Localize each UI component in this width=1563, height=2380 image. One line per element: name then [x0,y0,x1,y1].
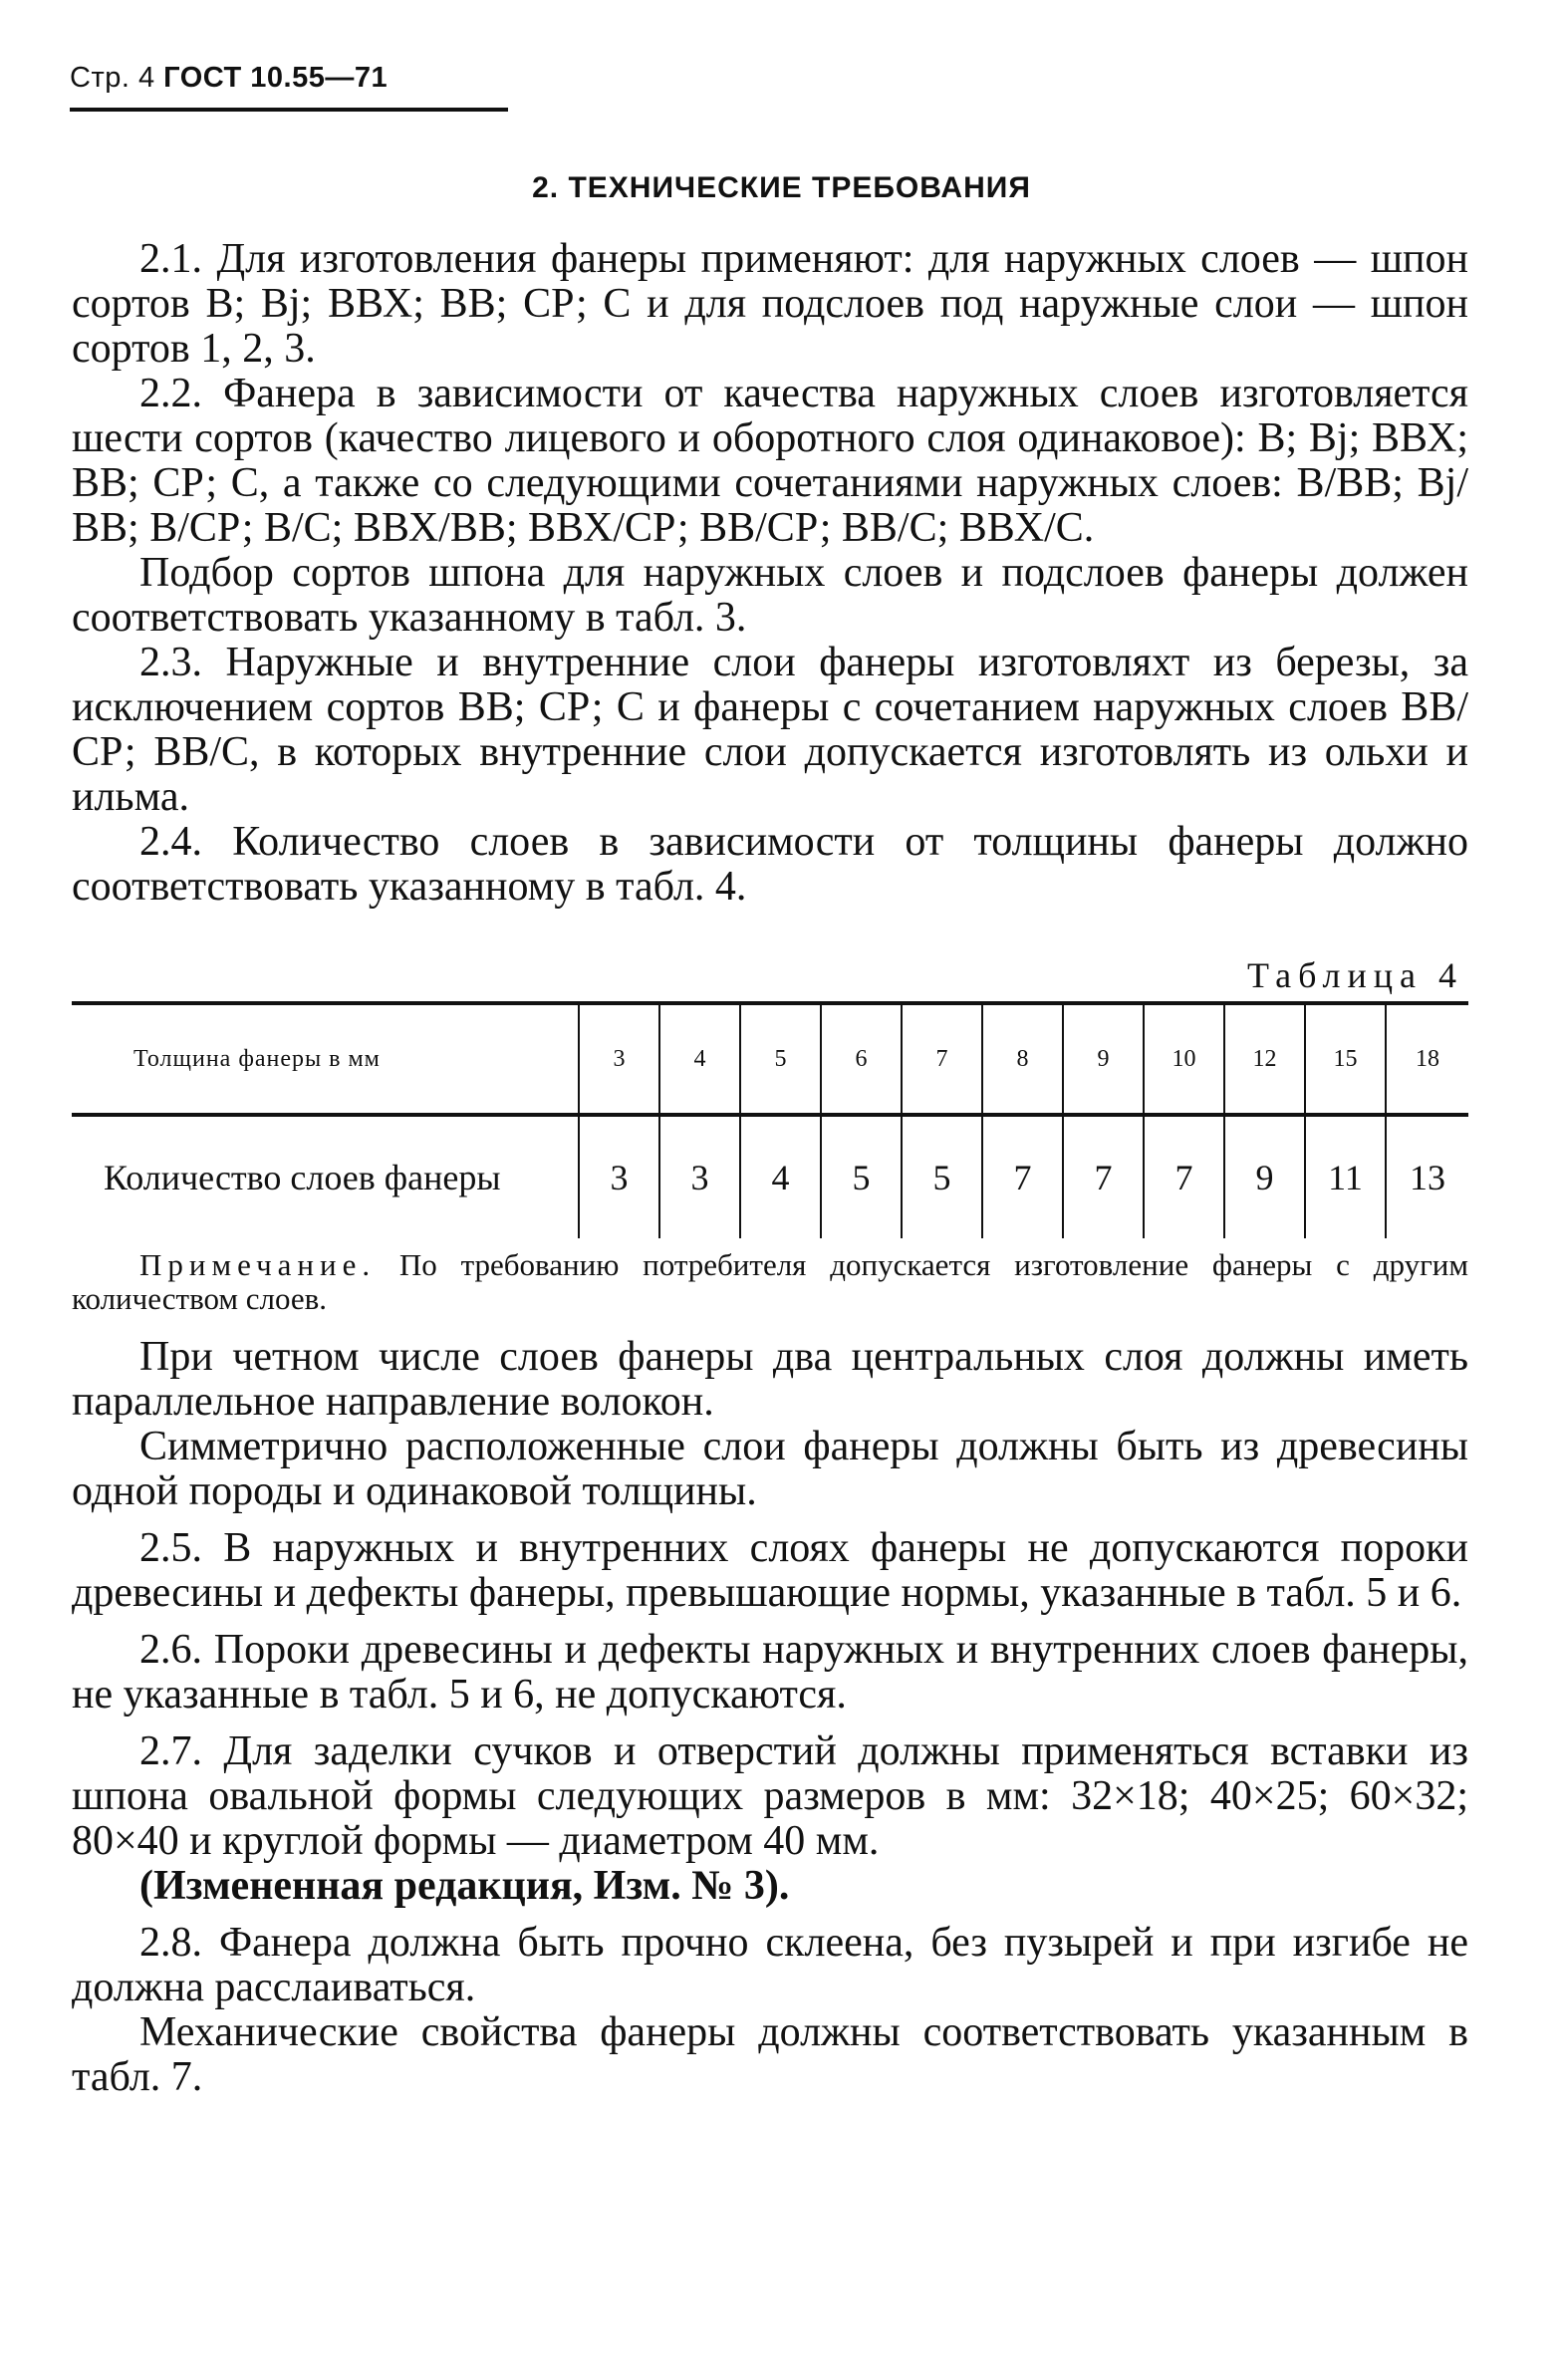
layers-cell: 5 [902,1115,982,1238]
thickness-cell: 18 [1386,1003,1468,1115]
note-text: По требованию потребителя допускается изготовление фанеры с другим количеством слоев. [72,1247,1469,1316]
paragraph-symmetric: Симметрично расположенные слои фанеры должны быть из древесины одной породы и одинаковой толщины. [72,1424,1468,1514]
thickness-cell: 7 [902,1003,982,1115]
table-4 [72,1001,1468,1238]
layers-cell: 3 [659,1115,740,1238]
header-rule [70,108,508,112]
thickness-cell: 9 [1063,1003,1144,1115]
table-note [72,1248,1468,1316]
thickness-cell: 6 [821,1003,902,1115]
layers-cell: 5 [821,1115,902,1238]
paragraph-2-1: 2.1. Для изготовления фанеры применяют: для наружных слоев — шпон сортов В; Вj; ВВХ; ВВ; СР; С и для подслоев под наружные слои — шпон сортов 1, 2, 3. [72,236,1468,372]
section-title: 2. ТЕХНИЧЕСКИЕ ТРЕБОВАНИЯ [532,171,1031,204]
table-row-thickness [72,1003,1468,1115]
row-label-layers: Количество слоев фанеры [104,1158,501,1197]
thickness-cell: 5 [740,1003,821,1115]
layers-cell: 13 [1386,1115,1468,1238]
thickness-cell: 12 [1224,1003,1305,1115]
table-row-layers [72,1115,1468,1238]
standard-number: ГОСТ 10.55—71 [163,62,389,94]
page-header [70,62,388,95]
paragraph-2-3: 2.3. Наружные и внутренние слои фанеры изготовляхт из березы, за исключением сортов ВВ; СР; С и фанеры с сочетанием наружных слоев ВВ/СР; ВВ/С, в которых внутренние слои допускается изготовлять из ольхи и ильма. [72,640,1468,820]
paragraph-selection: Подбор сортов шпона для наружных слоев и подслоев фанеры должен соответствовать указанному в табл. 3. [72,550,1468,641]
thickness-cell: 15 [1305,1003,1386,1115]
thickness-cell: 10 [1144,1003,1224,1115]
layers-cell: 3 [579,1115,659,1238]
paragraph-2-8: 2.8. Фанера должна быть прочно склеена, без пузырей и при изгибе не должна расслаиваться. [72,1920,1468,2010]
layers-cell: 7 [1144,1115,1224,1238]
layers-cell: 7 [982,1115,1063,1238]
layers-cell: 4 [740,1115,821,1238]
page-label: Стр. 4 [70,62,155,94]
note-label: Примечание. [139,1247,377,1282]
thickness-cell: 3 [579,1003,659,1115]
amendment-note: (Измененная редакция, Изм. № 3). [139,1863,790,1909]
thickness-cell: 8 [982,1003,1063,1115]
table-caption: Таблица 4 [1247,955,1463,995]
paragraph-mechanical: Механические свойства фанеры должны соответствовать указанным в табл. 7. [72,2009,1468,2100]
layers-cell: 9 [1224,1115,1305,1238]
paragraph-2-4: 2.4. Количество слоев в зависимости от толщины фанеры должно соответствовать указанному в табл. 4. [72,819,1468,910]
layers-cell: 11 [1305,1115,1386,1238]
paragraph-even-layers: При четном числе слоев фанеры два центральных слоя должны иметь параллельное направление волокон. [72,1334,1468,1425]
paragraph-2-2: 2.2. Фанера в зависимости от качества наружных слоев изготовляется шести сортов (качество лицевого и оборотного слоя одинаковое): В; Вj; ВВХ; ВВ; СР; С, а также со следующими сочетаниями наружных слоев: В/ВВ; Вj/ВВ; В/СР; В/С; ВВХ/ВВ; ВВХ/СР; ВВ/СР; ВВ/С; ВВХ/С. [72,371,1468,551]
thickness-cell: 4 [659,1003,740,1115]
paragraph-2-6: 2.6. Пороки древесины и дефекты наружных и внутренних слоев фанеры, не указанные в табл. 5 и 6, не допускаются. [72,1627,1468,1718]
text-block-top [72,237,1468,910]
paragraph-2-5: 2.5. В наружных и внутренних слоях фанеры не допускаются пороки древесины и дефекты фанеры, превышающие нормы, указанные в табл. 5 и 6. [72,1525,1468,1616]
row-label-thickness: Толщина фанеры в мм [72,1003,579,1115]
text-block-bottom [72,1335,1468,2100]
paragraph-2-7: 2.7. Для заделки сучков и отверстий должны применяться вставки из шпона овальной формы следующих размеров в мм: 32×18; 40×25; 60×32; 80×40 и круглой формы — диаметром 40 мм. [72,1728,1468,1864]
layers-cell: 7 [1063,1115,1144,1238]
